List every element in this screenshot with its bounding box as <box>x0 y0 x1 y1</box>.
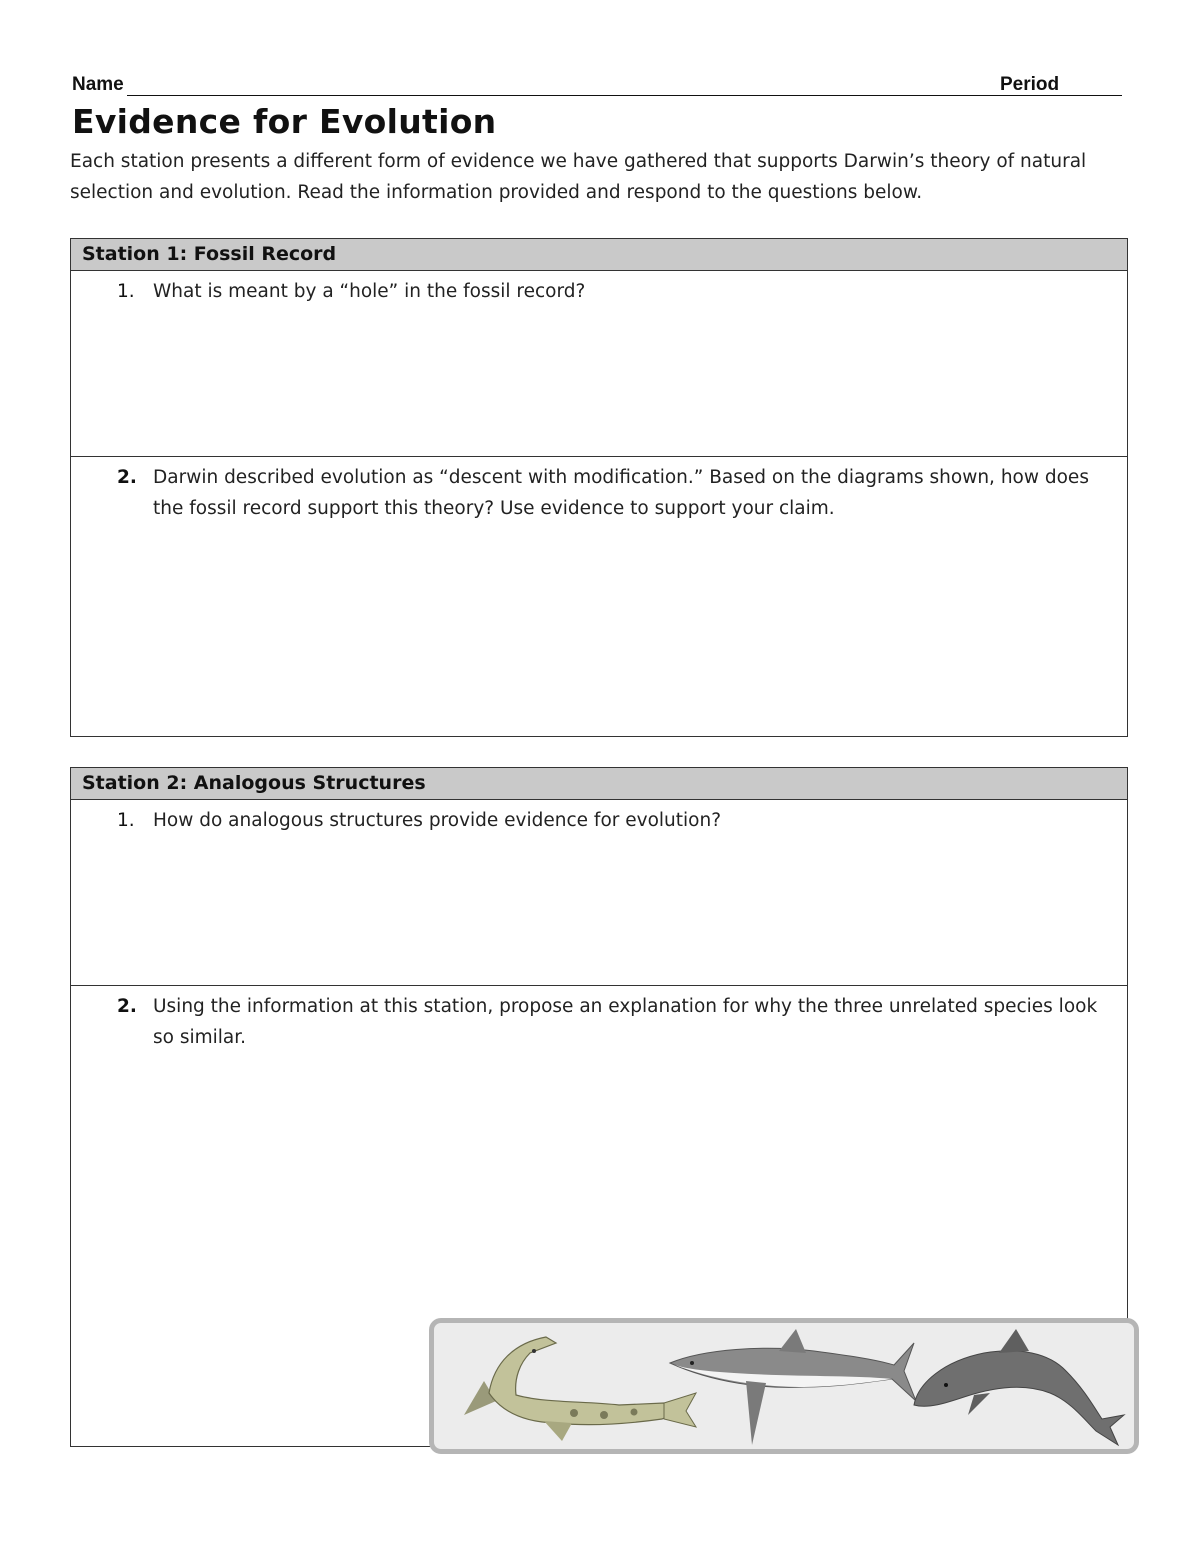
ichthyosaur-illustration <box>464 1337 696 1441</box>
question-text: What is meant by a “hole” in the fossil record? <box>153 281 586 302</box>
period-field[interactable] <box>1062 95 1122 96</box>
station-1-question-2[interactable] <box>71 457 1127 735</box>
question-text: How do analogous structures provide evidence for evolution? <box>153 810 722 831</box>
question-text: Darwin described evolution as “descent with modification.” Based on the diagrams shown, how does the fossil record support this theory? Use evidence to support your claim. <box>153 467 1089 519</box>
analogous-animals-figure <box>429 1318 1139 1454</box>
station-1 <box>70 238 1128 737</box>
name-field[interactable] <box>127 95 1067 96</box>
station-2-title: Station 2: Analogous Structures <box>71 768 1127 800</box>
question-text: Using the information at this station, propose an explanation for why the three unrelated species look so similar. <box>153 996 1098 1048</box>
shark-illustration <box>670 1329 916 1445</box>
intro-paragraph: Each station presents a different form of evidence we have gathered that supports Darwin’s theory of natural selection and evolution. Read the information provided and respond to the questions below. <box>70 151 1087 203</box>
question-number: 1. <box>117 281 135 302</box>
question-number: 2. <box>117 467 137 488</box>
name-label: Name <box>72 74 124 95</box>
animals-illustration <box>434 1323 1134 1449</box>
period-label: Period <box>1000 74 1060 95</box>
question-number: 2. <box>117 996 137 1017</box>
station-1-title: Station 1: Fossil Record <box>71 239 1127 271</box>
station-1-question-1[interactable] <box>71 271 1127 457</box>
page-title: Evidence for Evolution <box>72 102 497 141</box>
dolphin-illustration <box>914 1329 1124 1445</box>
question-number: 1. <box>117 810 135 831</box>
name-period-line <box>72 72 1122 98</box>
station-2-question-1[interactable] <box>71 800 1127 986</box>
